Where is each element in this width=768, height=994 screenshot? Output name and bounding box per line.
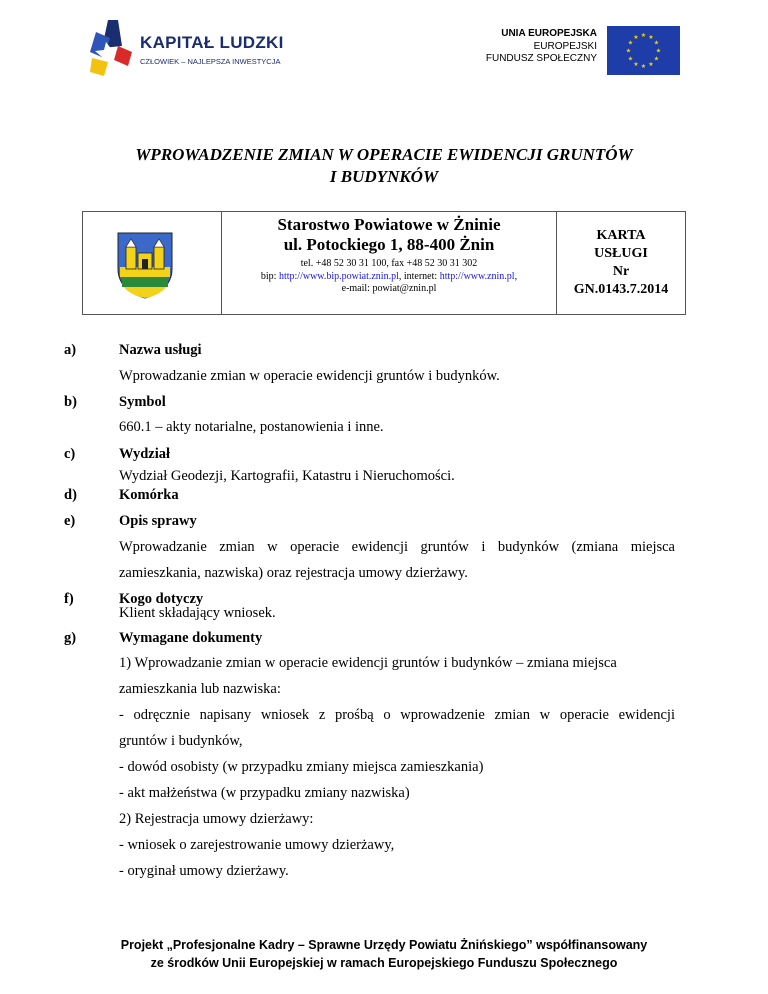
svg-text:★: ★ [653,39,660,47]
section-f-heading: Kogo dotyczy [119,591,204,607]
section-e-line1: Wprowadzanie zmian w operacie ewidencji gruntów i budynków (zmiana miejsca [119,539,675,555]
section-d-heading: Komórka [119,487,179,503]
svg-text:★: ★ [625,47,632,55]
karta-line2: USŁUGI [594,246,648,261]
section-e-letter: e) [64,513,76,529]
section-a-heading: Nazwa usługi [119,342,202,358]
svg-text:★: ★ [640,32,647,39]
office-links [222,271,556,284]
title-line2: I BUDYNKÓW [329,167,439,186]
eu-flag-icon [607,26,680,75]
section-f-letter: f) [64,591,74,607]
section-a-text: Wprowadzanie zmian w operacie ewidencji gruntów i budynków. [119,368,500,384]
requirements-line: - oryginał umowy dzierżawy. [119,863,289,879]
internet-link[interactable]: http://www.znin.pl [439,270,515,282]
office-info [222,215,556,296]
title-line1: WPROWADZENIE ZMIAN W OPERACIE EWIDENCJI GRUNTÓW [135,145,633,164]
section-b-letter: b) [64,394,77,410]
office-contact [222,258,556,296]
office-phone: tel. +48 52 30 31 100, fax +48 52 30 31 302 [300,258,478,269]
section-e-heading: Opis sprawy [119,513,197,529]
requirements-line: zamieszkania lub nazwiska: [119,681,281,697]
svg-text:★: ★ [655,47,662,55]
kapital-ludzki-logo [88,18,298,80]
section-f-text: Klient składający wniosek. [119,605,276,621]
section-b-heading: Symbol [119,394,166,410]
karta-line4: GN.0143.7.2014 [573,282,669,297]
karta-line3: Nr [612,264,630,279]
coat-of-arms-icon [116,231,174,299]
header-table [82,211,686,315]
footer-line1: Projekt „Profesjonalne Kadry – Sprawne Urzędy Powiatu Żnińskiego” współfinansowany [120,938,648,952]
bip-link[interactable]: http://www.bip.powiat.znin.pl [278,270,399,282]
requirements-line: gruntów i budynków, [119,733,243,749]
requirements-line: - odręcznie napisany wniosek z prośbą o wprowadzenie zmian w operacie ewidencji [119,707,675,723]
internet-label: , internet: [398,270,440,282]
bip-label: bip: [260,270,279,282]
eu-logo-text [486,28,597,66]
requirements-line: 1) Wprowadzanie zmian w operacie ewidencji gruntów i budynków – zmiana miejsca [119,655,617,671]
svg-text:★: ★ [648,34,654,41]
kapital-ludzki-subtitle: CZŁOWIEK – NAJLEPSZA INWESTYCJA [140,57,281,66]
links-trailing: , [514,270,518,282]
service-card-number [557,212,685,314]
section-a-letter: a) [64,342,77,358]
section-d-letter: d) [64,487,77,503]
kapital-ludzki-star-icon [88,18,136,80]
svg-text:★: ★ [627,55,634,63]
section-c-text: Wydział Geodezji, Kartografii, Katastru i Nieruchomości. [119,468,455,484]
office-email: e-mail: powiat@znin.pl [341,283,437,294]
svg-text:★: ★ [653,55,660,63]
project-footer [40,936,728,972]
footer-line2: ze środków Unii Europejskiej w ramach Europejskiego Funduszu Społecznego [150,956,618,970]
requirements-line: - wniosek o zarejestrowanie umowy dzierżawy, [119,837,395,853]
eu-line2: EUROPEJSKI [533,40,597,52]
svg-text:★: ★ [633,34,639,41]
office-address: ul. Potockiego 1, 88-400 Żnin [283,235,495,254]
requirements-line: 2) Rejestracja umowy dzierżawy: [119,811,314,827]
section-c-heading: Wydział [119,446,171,462]
section-e-line2: zamieszkania, nazwiska) oraz rejestracja umowy dzierżawy. [119,565,468,581]
requirements-line: - dowód osobisty (w przypadku zmiany miejsca zamieszkania) [119,759,484,775]
kapital-ludzki-title: KAPITAŁ LUDZKI [140,33,284,52]
eu-line1: UNIA EUROPEJSKA [501,28,597,39]
eu-line3: FUNDUSZ SPOŁECZNY [485,53,597,64]
karta-line1: KARTA [596,228,646,243]
svg-text:★: ★ [627,39,634,47]
svg-text:★: ★ [648,61,654,68]
section-g-letter: g) [64,630,77,646]
section-c-letter: c) [64,446,76,462]
office-name: Starostwo Powiatowe w Żninie [277,215,501,234]
svg-text:★: ★ [633,61,639,68]
section-b-text: 660.1 – akty notarialne, postanowienia i inne. [119,419,384,435]
svg-text:★: ★ [640,63,647,70]
document-title [60,144,708,188]
eu-logo [484,26,680,76]
requirements-line: - akt małżeństwa (w przypadku zmiany nazwiska) [119,785,410,801]
section-g-heading: Wymagane dokumenty [119,630,263,646]
